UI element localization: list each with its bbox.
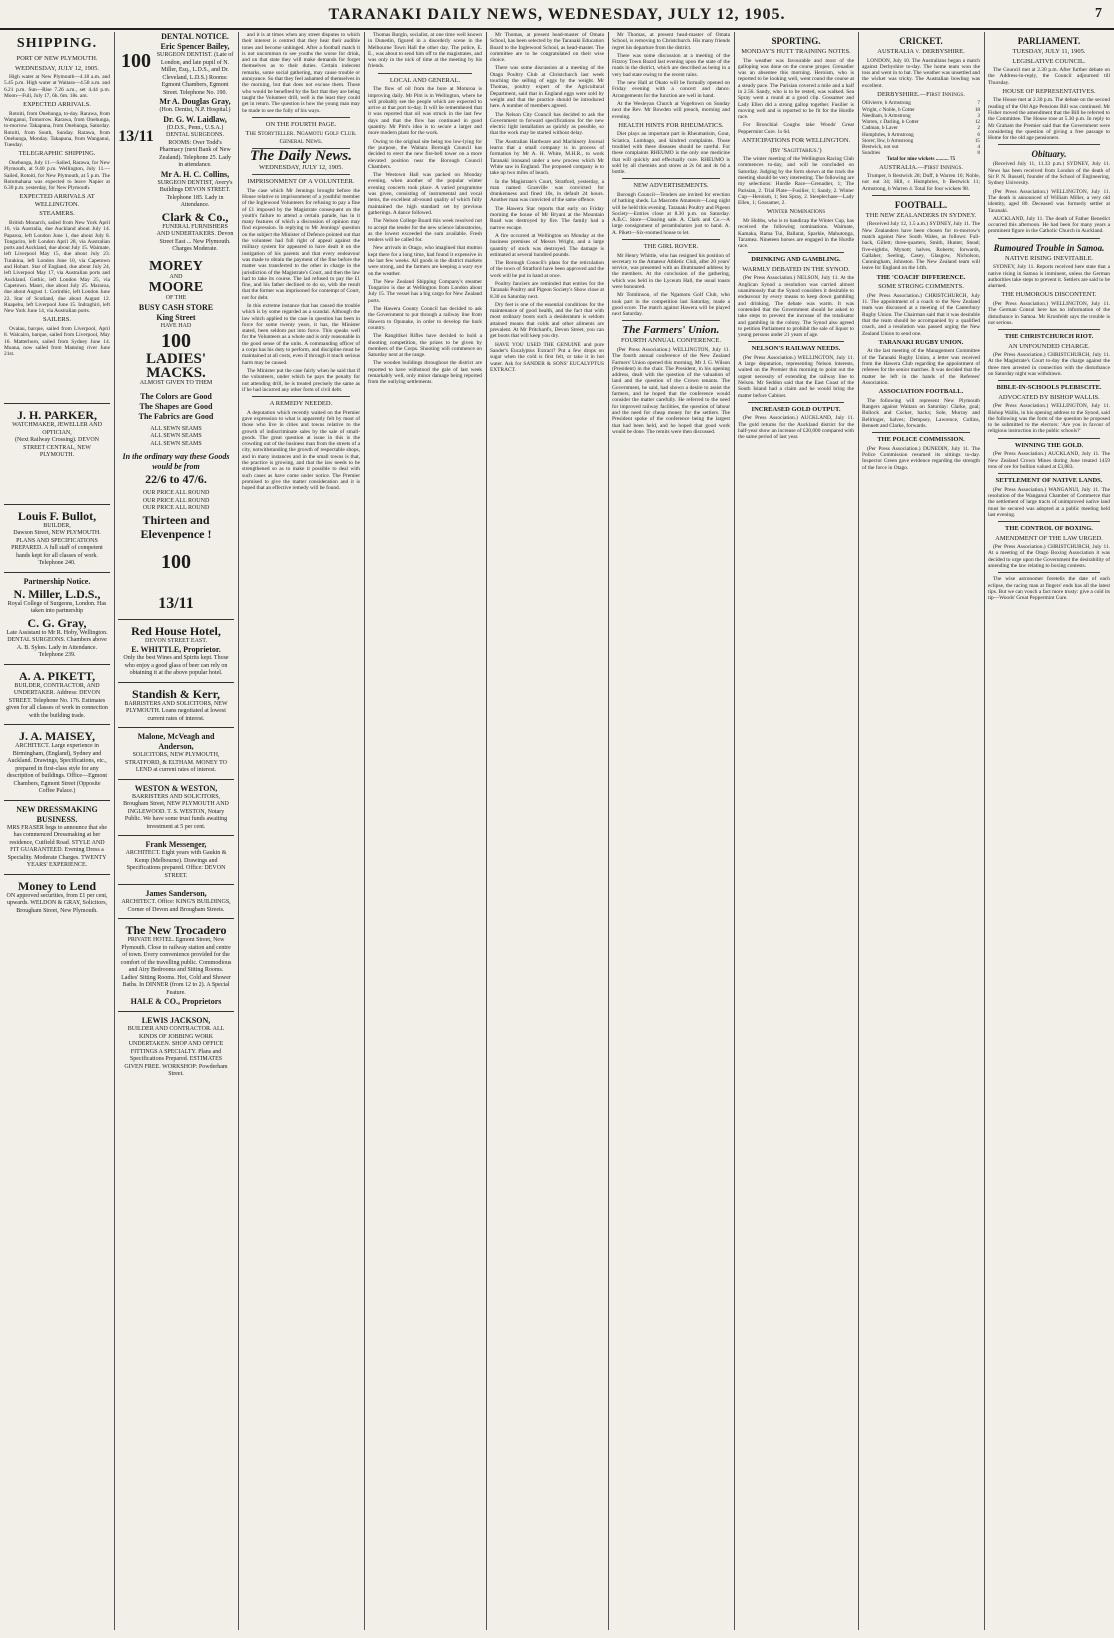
parker-name: J. H. PARKER, [16,408,98,423]
article-text: Dry feet is one of the essential conditions for the maintenance of good health, and the fact that with most ordinary boots such a desideratum is seldom attained means that colds and other ailments are prevalent. At Mr Pritchard's, Devon Street, you can get boots that will keep you dry. [490,301,604,340]
taranaki-rugby-heading: TARANAKI RUGBY UNION. [878,338,964,346]
article-text: (Per Press Association.) CHRISTCHURCH, July 11. At the Magistrate's Court to-day the charge against the three men arrested in connection with the disturbance on Saturday night was withdrawn. [988,352,1110,377]
article-text: (Per Press Association.) AUCKLAND, July 11. The New Zealand Crown Mines during June treated 1459 tons of ore for bullion valued at £3,883. [988,451,1110,470]
douglas-gray-text: (Hon. Dentist, N.P. Hospital.) [159,107,231,113]
article-text: The weather was favourable and most of the galloping was done on the course proper. Grenadier was an absentee this morning. Heroism, who is reported to be looking well, went round the course at a steady pace. The Parisian covered a mile and a half in 2.56. Sandy, who is to be rested, was walked. Sea Spray went a round at a good clip. Gossamer and Lady Ellen did a strong gallop together. Fusilier is moving well and is reported to be fit for the Hurdle race. [738,57,854,121]
column-1 [4,32,110,1630]
article-text: The flow of oil from the bore at Moturoa is improving daily. Mr Pim is in Wellington, where he will probably see the people which are expected to arrive at that port to-day. It will be remembered that it was reported that oil was struck in the last few days and that the flow has continued in good quantity. Mr Pim's idea is to secure a larger and more modern plant for the work. [368,86,482,137]
score-batsman: Humphries, b Armstrong [862,131,914,138]
score-runs: 6 [977,131,980,138]
divider [252,396,350,397]
miller-name: N. Miller, L.D.S., [13,586,101,601]
article-text: The New Zealand Shipping Company's steamer Tongariro is due at Wellington from London about July 15. The vessel has a big cargo for New Zealand ports. [368,278,482,304]
article-text: (Received July 12, 1.5 a.m.) SYDNEY, July 11. The New Zealanders have been chosen for to-morrow's match against New South Wales, as follows: Full-back, Gillett; three-quarters, Smith, Hunter, Stead; five-eighths, Mynott; halves, Roberts; forwards, Gallaher, Seeling, Casey, Glasgow, Nicholson, Cunningham, Johnston. The New Zealand team will leave for England on the 14th. [862,221,980,272]
dental-heading: DENTAL NOTICE. [161,32,229,41]
divider [872,195,970,196]
standish-name: Standish & Kerr, [132,686,220,701]
article-text: The new Hall at Okato will be formally opened on Friday evening with a concert and dance. Arrangements for the function are well in hand. [612,80,730,99]
column-rule [734,32,735,1630]
native-lands-heading: SETTLEMENT OF NATIVE LANDS. [995,477,1103,485]
column-rule [984,32,985,1630]
ordinary-way: In the ordinary way these Goods would be from [122,452,230,471]
column-rule [608,32,609,1630]
australia-heading: AUSTRALIA.—First Innings. [879,163,963,171]
article-text: The Hawera Star reports that early on Friday morning the house of Mr Bryant at the Mountain Road was destroyed by fire. The family had a narrow escape. [490,205,604,231]
column-5 [490,32,604,1630]
weston-text: BARRISTERS AND SOLICITORS, Brougham Street, NEW PLYMOUTH AND INGLEWOOD. T. S. WESTON, Notary Public. We have some trust funds awaiting investment at 5 per cent. [123,793,229,830]
bullot-address: Dawson Street, NEW PLYMOUTH. PLANS AND SPECIFICATIONS PREPARED. A full staff of competent hands kept for all classes of work. Telephone 240. [11,530,103,567]
messenger-text: ARCHITECT. Eight years with Gaukin & Kemp (Melbourne). Drawings and Specifications prepared. Office: DEVON STREET. [125,850,227,879]
whittle-proprietor: E. WHITTLE, Proprietor. [131,645,221,654]
messenger-advert [118,835,234,884]
money-text: ON approved securities, from £1 per cent, upwards. WELDON & GRAY, Solicitors, Brougham Street, New Plymouth. [6,892,108,914]
king-street: King Street [156,312,196,322]
score-batsman: Needham, b Armstrong [862,112,911,119]
gray-name: C. G. Gray, [27,615,87,630]
police-heading: THE POLICE COMMISSION. [877,436,965,444]
samoa-heading: Rumoured Trouble in Samoa. [993,242,1105,253]
our-price-1: OUR PRICE ALL ROUND [142,490,210,496]
gray-text: Late Assistant to Mr R. Hoby, Wellington. DENTAL SURGEONS. Chambers above A. B. Sykes. Lady in Attendance. Telephone 239. [6,629,108,659]
girl-rover-heading: THE GIRL ROVER. [643,243,699,251]
derby-heading: DERBYSHIRE.—First Innings. [877,90,965,98]
column-6 [612,32,730,1630]
masthead-title: TARANAKI DAILY NEWS, WEDNESDAY, JULY 12, 1905. [328,6,786,23]
telegraphic-heading: TELEGRAPHIC SHIPPING. [18,150,96,158]
dressmaking-advert [4,800,110,874]
article-text: (Per Press Association.) NELSON, July 11. At the Anglican Synod a resolution was carried almost unanimously that the Synod considers it desirable to endeavour by every means to keep down gambling and drinking. The debate was warm. It was contended that the Government should be asked to take steps to prevent the increase of the totalisator and gambling in the colony. The Synod also agreed to petition Parliament to prohibit the sale of liquor to young persons under 21 years of age. [738,275,854,339]
new-ads-heading: NEW ADVERTISEMENTS. [633,182,709,190]
article-text: The Nelson City Council has decided to ask the Government to forward specifications for the new electric light installation as quickly as possible, so that the work may be started without delay. [490,111,604,137]
drinking-heading: DRINKING AND GAMBLING. [751,256,841,264]
article-text: Trumper, b Bestwick 28; Duff, b Warren 16; Noble, not out 34; Hill, c Humphries, b Bestwick 11; Armstrong, b Warren 4. Total for four wickets 98. [862,173,980,192]
clark-text: FUNERAL FURNISHERS AND UNDERTAKERS. Devon Street East ... New Plymouth. Charges Moderate. [156,223,234,252]
article-text: (Per Press Association.) AUCKLAND, July 11. The gold returns for the Auckland district for the half-year show an increase of £20,000 compared with the same period of last year. [738,415,854,441]
maisey-advert [4,724,110,800]
article-text: The Rangitikei Rifles have decided to hold a shooting competition, the prizes to be given by members of the Corps. Shooting will commence on Saturday next at the range. [368,333,482,359]
messenger-name: Frank Messenger, [145,840,207,849]
arrivals-text: Rotoiti, from Onehunga, to-day. Rarawa, from Wanganui, Tomorrow. Rarawa, from Onehunga, to-morrow. Takapuna, from Onehunga, Saturday. Rotoiti, from South, Sunday. Rarawa, from Onehunga, Monday. Takapuna, from Wanganui, Tuesday. [4,110,110,149]
macks-word: MACKS. [146,365,206,381]
fourth-page-items: The Storyteller. Ngamotu Golf Club. General News. [245,130,357,145]
nelson-heading: NELSON'S RAILWAY NEEDS. [751,345,841,353]
article-text: At the last meeting of the Management Committee of the Taranaki Rugby Union, a letter was received from the Hawera Club regarding the appointment of referees for the senior matches. It was decided that the matter be left in the hands of the Referees' Association. [862,348,980,386]
church-riot-heading: THE CHRISTCHURCH RIOT. [1004,333,1094,341]
hutt-heading: MONDAY'S HUTT TRAINING NOTES. [741,48,851,55]
steamers-text: British Monarch, sailed from New York April 16, via Australia, due Auckland about July 14. Paparoa, left London June 1, due about July 8. Tongariro, left London April 28, via Australian ports and Auckland, due about July 15. Waimate, left Liverpool May 15, due about July 23. Turakina, left London June 10, via Capetown and Hobart. Star of England, due about July 24, left Liverpool May 17, via Australian ports and Auckland. Gothic, left London May 25, via Capetown. Maori, due about July 25. Mararoa, due about August 1. Corinthic, left London June 22. Star of Scotland, due about August 12. Ruapehu, left Liverpool June 15. Indraghiri, left New York June 14, via Australian ports. [4,219,110,315]
divider [998,438,1100,439]
sewn-seams-2: ALL SEWN SEAMS [150,433,202,439]
sewn-seams-3: ALL SEWN SEAMS [150,440,202,447]
jackson-name: LEWIS JACKSON, [141,1016,211,1025]
column-9 [988,32,1110,1630]
article-text: (Per Press Association.) CHRISTCHURCH, July 11. The appointment of a coach to the New Zealand team was discussed at a meeting of the Canterbury Rugby Union. The Chairman said that it was desirable that the team should be accompanied by a qualified coach, and a resolution was passed urging the New Zealand Union to send one. [862,292,980,337]
morey-moore-advert [118,256,234,619]
divider [998,572,1100,573]
article-text: (Received July 11, 11.33 p.m.) SYDNEY, July 11. News has been received from London of the death of Sir P. N. Russell, founder of the School of Engineering, Sydney University. [988,161,1110,187]
score-batsman: Sundries [862,150,881,157]
bullot-trade: BUILDER, [43,522,71,529]
farmers-union-heading: The Farmers' Union. [622,324,720,337]
dressmaking-heading: NEW DRESSMAKING BUSINESS. [16,804,98,824]
score-total: Total for nine wickets .......... 75 [886,156,956,163]
divider [998,473,1100,474]
divider [998,380,1100,381]
ad-100-b: 100 [161,330,191,352]
colors-good: The Colors are Good [140,391,212,401]
almost-given: ALMOST GIVEN TO THEM [139,380,213,386]
boxing-heading: THE CONTROL OF BOXING. [1005,525,1093,533]
column-rule [364,32,365,1630]
football-sub: THE NEW ZEALANDERS IN SYDNEY. [865,211,977,219]
redhouse-text: Only the best Wines and Spirits kept. Those who enjoy a good glass of beer can rely on obtaining it at the above popular hotel. [123,655,229,676]
port-line: PORT OF NEW PLYMOUTH. [16,55,98,62]
imprisonment-heading: IMPRISONMENT OF A VOLUNTEER. [247,178,355,186]
bible-sub: ADVOCATED BY BISHOP WALLIS. [998,393,1100,401]
score-runs: 15 [974,137,980,144]
article-text: Borough Council—Tenders are invited for erection of bathing sheds. La Mascotte Amateurs—Long night will be held this evening. Taranaki Poultry and Pigeon Society—Entries close at 8.30 p.m. on Saturday. A.B.C. Store—Clearing sale. A. Clark and Co.—A large consignment of perambulators just to hand. A. A. Pikett—Six-roomed house to let. [612,191,730,236]
masthead [0,0,1114,30]
money-advert [4,874,110,920]
clark-name: Clark & Co., [161,209,229,224]
article-text: The Westown Hall was packed on Monday evening, when another of the popular winter evening concerts took place. A varied programme was given, consisting of instrumental and vocal items, the excellent all-round quality of which fully maintained the high standard set by previous gatherings. A dance followed. [368,172,482,216]
local-general-heading: LOCAL AND GENERAL. [389,76,461,84]
maisey-name: J. A. MAISEY, [19,729,95,744]
article-text: At the Wesleyan Church at Vogeltown on Sunday next the Rev. Mr Bowden will preach, morning and evening. [612,100,730,120]
article-text: The case which Mr Jennings brought before the House relative to imprisonment of a youthful member of the Inglewood Volunteers for refusing to pay a fine of £1 imposed by the Magistrate consequent on the youth's failure to attend a certain parade, has in it many features of which a discussion of opinion may find expression. In replying to Mr Jennings' question on the subject the Minister of Defence pointed out that the volunteer had full right of appeal against the military system for appeared to have dealt it on the instigation of his parents and that every endeavour was made to obtain the payment of the fine before the matter was transferred to the other in charge in the jurisdiction of the Magistrate's Court, and then the law had to take its course. The lad refused to pay the £1 fine, and his father declined to do so, with the result that the former was imprisoned for contempt of Court, not for debt. [242,187,360,301]
and-word: AND [169,273,183,280]
article-text: (Per Press Association.) CHRISTCHURCH, July 11. At a meeting of the Otago Boxing Association it was decided to urge upon the Government the desirability of amending the law relating to boxing contests. [988,544,1110,570]
parker-advert [4,403,110,464]
score-batsman: Bestwick, not out [862,143,899,150]
divider [252,117,350,118]
association-heading: ASSOCIATION FOOTBALL. [878,388,964,396]
pikett-name: A. A. PIKETT, [18,668,96,683]
fabrics-good: The Fabrics are Good [138,411,214,421]
bible-heading: BIBLE-IN-SCHOOLS PLEBISCITE. [996,384,1102,392]
article-text: The Borough Council's plans for the reticulation of the town of Stratford have been approved and the work will be put in hand at once. [490,260,604,279]
article-text: (Per Press Association.) WELLINGTON, July 11. A large deputation, representing Nelson interests, waited on the Premier this morning to point out the urgent necessity of extending the railway line to Nelson. Mr Seddon said that the East Coast of the South Island had a claim and he would bring the matter before Cabinet. [738,354,854,399]
fourth-page-heading: ON THE FOURTH PAGE. [265,120,337,128]
article-text: Mr Tomlinson, of the Ngamotu Golf Club, who took part in the competition last Saturday, made a good score. The match against Hawera will be played next Saturday. [612,292,730,318]
page-number: 7 [1095,6,1102,21]
parker-address: (Next Railway Crossing). DEVON STREET CENTRAL, NEW PLYMOUTH. [15,437,99,459]
hale-proprietors: HALE & CO., Proprietors [130,997,222,1006]
malone-name: Malone, McVeagh and Anderson, [137,732,215,751]
obituary-heading: Obituary. [1031,149,1067,160]
article-text: In this extreme instance that has caused the trouble which is by some regarded as a scandal. Although the law which applied to the case in question has been in force for some twenty years, it has, the Minister stated, been seldom put into force. This speaks well for the Volunteers as a whole and is only reasonable in the good sense of the units. A commanding officer of a corps has his duty to perform, and discipline must be maintained at all costs, even if through it much serious harm may be caused. [242,303,360,366]
cricket-heading: CRICKET. [899,36,943,46]
article-text: (Per Press Association.) WELLINGTON, July 11. The fourth annual conference of the New Zealand Farmers' Union opened this morning, Mr J. G. Wilson (President) in the chair. The President, in his opening address, dealt with the question of the valuation of land and the question of the Crown tenants. The Government, he said, had shown a desire to assist the farmers, and he hoped that the conference would consider the matter carefully. He referred to the need for improved railway facilities, the question of labour and the need for cheap money for the settlers. The President spoke of the conference being the largest that had been held, and he hoped that good work would be done. The remits were then discussed. [612,346,730,435]
wellington-arrivals-heading: EXPECTED ARRIVALS AT WELLINGTON. [19,193,95,208]
rheumatics-heading: HEALTH HINTS FOR RHEUMATICS. [618,121,724,129]
column-rule [486,32,487,1630]
parliament-date: TUESDAY, JULY 11, 1905. [1012,48,1086,55]
article-text: In the Magistrate's Court, Stratford, yesterday, a man named Granville was convicted for drunkenness and fined 10s, in default 24 hours. Another man was convicted of the same offence. [490,178,604,204]
sailers-text: Ovalau, barque, sailed from Liverpool, April 8. Walcairn, barque, sailed from Liverpool, May 16. Matterhorn, sailed from Sydney June 14. Moana, now sailed from Manning river June 21st. [4,325,110,358]
anticipations-heading: ANTICIPATIONS FOR WELLINGTON. [741,137,851,145]
score-batsman: Storer, lbw, b Armstrong [862,137,914,144]
article-text: The Council met at 2.30 p.m. After further debate on the Address-in-reply, the Council adjourned till Thursday. [988,67,1110,86]
coach-sub: SOME STRONG COMMENTS. [878,283,964,291]
house-heading: HOUSE OF REPRESENTATIVES. [1002,87,1096,95]
score-batsman: Ollivierre, b Armstrong [862,100,911,107]
moore-word: MOORE [148,280,204,295]
divider [252,174,350,175]
parliament-heading: PARLIAMENT. [1017,36,1081,46]
sewn-seams-1: ALL SEWN SEAMS [150,425,202,432]
article-text: The Hawera County Council has decided to ask the Government to put through a railway line from Hawera to Opunake, in order to develop the back country. [368,306,482,331]
price-range: 22/6 to 47/6. [145,472,207,486]
article-text: HAVE YOU USED THE GENUINE and pure Sander's Eucalyptus Extract? Put a few drops on sugar when the cold is first felt, or take it in hot water. Ask for SANDER & SONS' EUCALYPTUS EXTRACT. [490,341,604,373]
bailey-name: Eric Spencer Bailey, [160,42,230,51]
partnership-heading: Partnership Notice. [23,576,91,586]
article-text: (Per Press Association.) DUNEDIN, July 11. The Police Commission resumed its sittings to-day. Inspector Green gave evidence regarding the strength of the force in Otago. [862,445,980,471]
shipping-heading: SHIPPING. [16,36,98,51]
weston-advert [118,779,234,836]
maisey-text: ARCHITECT. Large experience in Birmingham, (England), Sydney and Auckland. Drawings, Specifications, etc., prepared in first-class style for any description of buildings. Office—Egmont Chambers, Egmont Street (Opposite Coffee Palace.) [6,743,108,795]
gold-heading: INCREASED GOLD OUTPUT. [751,405,841,413]
article-text: (Per Press Association.) WANGANUI, July 11. The resolution of the Wanganui Chamber of Commerce that the settlement of large tracts of unimproved native land must be secured was adopted at a public meeting held last evening. [988,486,1110,518]
column-rule [238,32,239,1630]
dressmaking-text: MRS FRASER begs to announce that she has commenced Dressmaking at her residence, Cutfield Road. STYLE AND FIT GUARANTEED. Evening Dress a Speciality. Moderate Charges. TWENTY YEARS' EXPERIENCE. [7,824,107,869]
score-runs: 3 [977,112,980,119]
nominations-heading: Winter Nominations [766,208,826,216]
article-text: There was some discussion at a meeting of the Otago Poultry Club at Christchurch last week touching the selling of eggs by the weight. Mr Thomas, poultry expert of the Agricultural Department, said that in England eggs were sold by weight and that the practice should be introduced here. A number of members agreed. [490,65,604,110]
article-text: The Nelson College Board this week resolved not to accept the tender for the new science laboratories, as the lowest exceeded the sum available. Fresh tenders will be called for. [368,218,482,244]
article-text: Mr Hobbs, who is to handicap the Winter Cup, has received the following nominations. Waimate, Kamaka, Rama Tui, Ballarat, Sparkle, Mahutonga, Taramea. Nineteen horses are engaged in the Hurdle race. [738,217,854,250]
article-text: For Bronchial Coughs take Woods' Great Peppermint Cure. 1s 6d. [738,122,854,135]
drinking-sub: WARMLY DEBATED IN THE SYNOD. [742,265,850,273]
humorous-heading: THE HUMOROUS DISCONTENT. [1001,291,1097,299]
redhouse-address: DEVON STREET EAST. [145,637,207,644]
sanderson-advert [118,884,234,918]
column-3 [242,32,360,1630]
article-text: and it is at times when any street disputes to which their interest is centred that they hear their audible tones and become unhinged. After a football match it is not uncommon to see youths the worse for drink, and on that state they will make demands for forget themselves as to their duties. Certain indecent remarks, some social gathering, may cause trouble or annoyance. So that they feel ashamed of themselves in the morning, but that does not excuse them. Those who would be benefited by the fact that they are being taught the Volunteer drill, well is the least they could get in return. The question is how the young man may be made to see the folly of his ways. [242,32,360,114]
bullot-advert [4,504,110,572]
trocadero-text: PRIVATE HOTEL. Egmont Street, New Plymouth. Close to railway station and centre of town. Every convenience provided for the comfort of the travelling public. Commodious and Airy Bedrooms and Sitting Rooms. Ladies' Sitting Rooms. Hot, Cold and Shower Baths. In DINNER (from 12 to 2). A Special Feature. [120,937,232,996]
column-rule [858,32,859,1630]
have-had: HAVE HAD [160,322,192,329]
bailey-text: SURGEON DENTIST. (Late of London, and late pupil of N. Miller, Esq., L.D.S., and Dr. Cleveland, L.D.S.) Rooms: Egmont Chambers, Egmont Street. Telephone No. 190. [156,52,234,96]
article-text: The wooden buildings throughout the district are reported to have withstood the gale of last week remarkably well, only minor damage being reported from the outlying settlements. [368,360,482,386]
steamers-heading: STEAMERS. [39,210,75,218]
sanderson-name: James Sanderson, [145,889,207,898]
score-runs: 7 [977,100,980,107]
score-runs: 18 [974,106,980,113]
money-heading: Money to Lend [18,878,96,893]
telegraphic-text: Onehunga, July 11.—Sailed, Rarawa, for New Plymouth, at 9.40 p.m. Wellington, July 11.—Sailed, Rotoiti, for New Plymouth, at 5 p.m. The Rotomahana was expected to leave Napier at 6.30 p.m. yesterday, for New Plymouth. [4,159,110,192]
article-text: Mr Thomas, at present head-master of Omata School, has been selected by the Taranaki Education Board to the Inglewood School, as head-master. The committee are to be congratulated on their wise choice. [490,32,604,64]
redhouse-name: Red House Hotel, [131,623,221,638]
article-text: The Minister put the case fairly when he said that if the volunteers, under which he pays the penalty for not attending drill, he is treated precisely the same as if he had incurred any other form of civil debt. [242,367,360,393]
samoa-sub: NATIVE RISING INEVITABLE. [1004,254,1094,262]
church-riot-sub: AN UNFOUNDED CHARGE. [1008,342,1090,350]
daily-news-logo: The Daily News. [249,148,353,165]
divider [622,239,720,240]
trocadero-advert [118,918,234,1011]
article-text: Mr Thomas, at present head-master of Omata School, is removing to Christchurch. His many friends regret his departure from the district. [612,32,730,51]
of-the-word: OF THE [165,295,187,301]
laidlaw-text: (D.D.S., Penn., U.S.A.) DENTAL SURGEONS. ROOMS: Over Todd's Pharmacy (next Bank of New Zealand). Telephone 25. Lady in attendance. [159,124,231,168]
ad-1311-a: 13/11 [118,128,154,145]
divider [998,521,1100,522]
our-price-3: OUR PRICE ALL ROUND [142,505,210,511]
council-heading: LEGISLATIVE COUNCIL. [1012,57,1086,65]
arrivals-heading: EXPECTED ARRIVALS. [23,101,91,109]
sporting-heading: SPORTING. [771,36,821,46]
divider [622,320,720,321]
article-text: New arrivals in Otago, who imagined that mutton kept there for a long time, had found it expensive in the last few weeks. All goods in the district markets were strong, and the farmers are keeping a wary eye on the weather. [368,245,482,277]
article-text: A fire occurred at Wellington on Monday at the business premises of Messrs Wright, and a large quantity of stock was destroyed. The damage is estimated at several hundred pounds. [490,232,604,258]
shipping-date: WEDNESDAY, JULY 12, 1905. [15,64,99,72]
score-batsman: Warren, c Darling, b Cotter [862,119,919,126]
article-text: Diet plays an important part in Rheumatism, Gout, Sciatica, Lumbago, and kindred complaints. Those troubled with these diseases should be careful. For these complaints RHEUMO is the only one medicine that will quickly and effectually cure. RHEUMO is sold by all chemists and stores at 2s 6d and 4s 6d a bottle. [612,131,730,176]
score-runs: 4 [977,143,980,150]
score-runs: 8 [977,150,980,157]
collins-name: Mr A. H. C. Collins, [160,169,230,179]
pikett-text: BUILDER, CONTRACTOR, AND UNDERTAKER. Address: DEVON STREET. Telephone No. 176. Estimates given for all classes of work in connection with the building trade. [6,682,108,719]
shapes-good: The Shapes are Good [139,401,213,411]
column-2 [118,32,234,1630]
tides-text: High water at New Plymouth—4.18 a.m. and 5.45 p.m. High water at Waitara—4.58 a.m. and 6.21 p.m. Sun—Rise 7.26 a.m., set 4.44 p.m. Moon—Full, July 17, 6h. 6m. 18s. am. [4,74,110,99]
standish-text: BARRISTERS AND SOLICITORS, NEW PLYMOUTH. Loans negotiated at lowest current rates of interest. [124,700,228,722]
football-heading: FOOTBALL. [894,199,948,210]
score-runs: 2 [977,125,980,132]
article-text: (Per Press Association.) WELLINGTON, July 11. The German Consul here has no information of the disturbance in Samoa. Mr Kronfeldt says the trouble is not serious. [988,300,1110,326]
jackson-advert [118,1011,234,1083]
parker-trade: WATCHMAKER, JEWELLER AND OPTICIAN, [12,422,102,436]
divider [998,238,1100,239]
divider [748,402,844,403]
article-text: (Per Press Association.) WELLINGTON, July 11. Bishop Wallis, in his opening address to the Synod, said the following was the form of the question he proposed to be submitted to the electors: 'Are you in favour of religious instruction in the public schools?' [988,403,1110,435]
anticipations-sub: (By 'Sagittarius.') [770,146,822,154]
article-text: (Per Press Association.) WELLINGTON, July 11. The death is announced of William Miller, a very old identity, aged 80. Deceased was formerly settler at Taranaki. [988,188,1110,214]
article-text: The following will represent New Plymouth Rangers against Waitara on Saturday: Clarke, goal; Bullock and Cocker, backs; Sole, Murray and Bellringer, halves; Dempsey, Lawrence, Collins, Bennett and Clarke, forwards. [862,397,980,429]
miller-text: Royal College of Surgeons, London. Has taken into partnership [7,600,107,615]
article-text: The House met at 2.30 p.m. The debate on the second reading of the Old Age Pensions Bill was continued. Mr Fisher moved the amendment that the Bill be referred to the Committee. The House rose at 5.30 p.m. In reply to Mr Graham the Premier said that the Government were considering the question of giving a free passage to Home for the old age pensioners. [988,97,1110,142]
coach-heading: THE 'COACH' DIFFERENCE. [876,273,966,281]
article-text: There was some discussion at a meeting of the Fitzroy Town Board last evening upon the state of the roads in the district, which are described as being in a very bad state owing to the recent rains. [612,52,730,78]
column-4 [368,32,482,1630]
divider [748,341,844,342]
busy-cash-store: BUSY CASH STORE [138,302,214,312]
article-text: A deputation which recently waited on the Premier gave expression to what is apparently felt by most of those who live in cities and towns relative to the growth of indiscriminate sales by the sale of small-goods. The great question at issue in this is the crowding out of the business man from the streets of a city, notwithstanding the growth of respectable shops, and in many instances and in the small towns is that, the practice is growing, and that the law needs to be strengthened so as to make it possible to deal with such cases as have come under notice. The Premier promised to give the matter consideration and it is hoped that an effective remedy will be found. [242,409,360,492]
divider [378,73,472,74]
article-text: Owing to the original site being too low-lying for the purpose, the Waitara Borough Council has decided to erect the new fire-bell tower on a more elevated position near the Borough Council Chambers. [368,138,482,170]
divider [622,178,720,179]
partnership-advert [4,572,110,664]
weston-name: WESTON & WESTON, [134,783,218,793]
article-text: The Australian Hardware and Machinery Journal learns that a small company is in process of formation by Mr A. H. White, M.H.R., to work Taranaki ironsand under a new process which Mr White saw in England. The proposed company is to take up two miles of beach. [490,138,604,177]
malone-text: SOLICITORS, NEW PLYMOUTH, STRATFORD, & ELTHAM. MONEY TO LEND at current rates of interest. [124,752,227,773]
jackson-text: BUILDER AND CONTRACTOR. ALL KINDS OF JOBBING WORK UNDERTAKEN. SHOP AND OFFICE FITTINGS A SPECIALTY. Plans and Specifications Prepared. ESTIMATES GIVEN FREE. WORKSHOP: Powderham Street. [124,1026,228,1077]
score-runs: 12 [974,119,980,126]
ad-100-c: 100 [161,550,191,573]
our-price-2: OUR PRICE ALL ROUND [142,497,210,504]
divider [998,144,1100,145]
ad-100-a: 100 [121,50,151,72]
article-text: Mr Henry Whittle, who has resigned his position of secretary to the Amateur Athletic Club, after 20 years' service, was presented with an illuminated address by the members. At the conclusion of the gathering, which was held in the Lyceum Hall, the usual toasts were honoured. [612,252,730,290]
pikett-advert [4,664,110,725]
divider [872,432,970,433]
column-rule [114,32,115,1630]
daily-news-date: WEDNESDAY, JULY 12, 1905. [259,163,343,171]
score-batsman: Cadman, b Laver [862,125,898,132]
douglas-gray-name: Mr A. Douglas Gray, [159,97,231,106]
article-text: SYDNEY, July 11. Reports received here state that a native rising in Samoa is imminent, unless the German authorities take steps to prevent it. Settlers are said to be alarmed. [988,264,1110,290]
cricket-sub: AUSTRALIA v. DERBYSHIRE. [877,48,965,55]
bullot-name: Louis F. Bullot, [17,508,97,523]
article-text: Thomas Burgin, socialist, at one time well known in Dunedin, figured in a disorderly scene in the Melbourne Town Hall the other day. The police, E. E., was about to send him off to the magistrates, and was only in the nick of time at the meeting by his friends. [368,32,482,70]
ladies-word: LADIES' [145,351,207,367]
winning-gold-heading: WINNING THE GOLD. [1014,441,1084,449]
article-text: LONDON, July 10. The Australians began a match against Derbyshire to-day. The home team won the toss and went in to bat. The weather was unsettled and the wicket was tricky. The Australian bowling was excellent. [862,57,980,89]
standish-advert [118,682,234,728]
article-text: The winter meeting of the Wellington Racing Club commences to-day, and will be concluded on Saturday. Judging by the form shown at the track the meeting should be very interesting. The following are my selections: Hurdle Race—Grenadier, 1; The Parisian, 2. Trial Plate—Fusilier, 1; Sandy, 2. Winter Cup—Heroism, 1; Sea Spray, 2. Steeplechase—Lady Ellen, 1; Gossamer, 2. [738,156,854,207]
morey-word: MOREY [149,258,203,274]
divider [748,252,844,253]
malone-advert [118,727,234,779]
farmers-union-sub: FOURTH ANNUAL CONFERENCE. [621,337,721,345]
score-list [862,100,980,156]
column-7 [738,32,854,1630]
collins-text: SURGEON DENTIST, Avery's Buildings DEVON STREET. Telephone 185. Lady in Attendance. [157,179,233,208]
redhouse-advert [118,619,234,682]
ad-1311-b: 13/11 [158,594,194,612]
column-8 [862,32,980,1630]
thirteen-elevenpence: Thirteen and Elevenpence ! [140,512,212,541]
sailers-heading: SAILERS. [43,316,71,324]
article-text: Poultry fanciers are reminded that entries for the Taranaki Poultry and Pigeon Society's Show close at 8.30 on Saturday next. [490,280,604,300]
boxing-sub: AMENDMENT OF THE LAW URGED. [995,534,1103,542]
score-batsman: Wright, c Noble, b Cotter [862,106,915,113]
remedy-heading: A REMEDY NEEDED. [269,400,333,408]
trocadero-name: The New Trocadero [125,923,227,937]
laidlaw-name: Dr. G. W. Laidlaw, [163,114,227,124]
article-text: The wise astronomer foretells the date of each eclipse, the racing man at fingers' ends has all the latest tips. But we can vouch a fact more trusty: give a cold its tip—Woods' Great Peppermint Cure. [988,576,1110,602]
article-text: AUCKLAND, July 11. The death of Father Benedict occurred this afternoon. He had been for many years a prominent figure in the Catholic Church in Auckland. [988,215,1110,235]
divider [998,329,1100,330]
sanderson-text: ARCHITECT. Office: KING'S BUILDINGS, Corner of Devon and Brougham Streets. [121,899,231,913]
